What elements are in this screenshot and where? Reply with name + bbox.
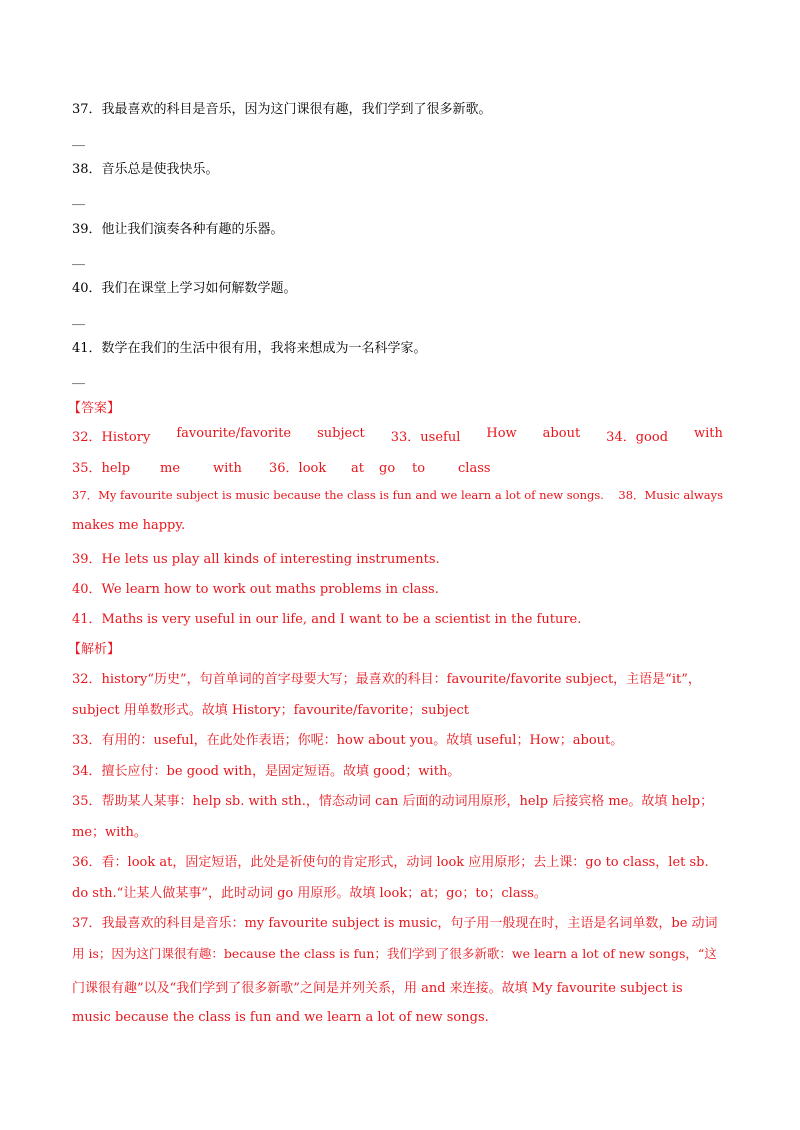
analysis-line: do sth.“让某人做某事”，此时动词 go 用原形。故填 look；at；go；to；class。 bbox=[72, 886, 547, 901]
answer-row-2: 35．help me with 36．look at go to class bbox=[72, 461, 491, 476]
answer-blank-41: __ bbox=[72, 370, 85, 385]
answer-blank-39: __ bbox=[72, 251, 85, 266]
analysis-line: music because the class is fun and we learn a lot of new songs. bbox=[72, 1010, 489, 1025]
answer-blank-38: __ bbox=[72, 191, 85, 206]
analysis-line: 35．帮助某人某事：help sb. with sth.，情态动词 can 后面的动词用原形，help 后接宾格 me。故填 help； bbox=[72, 794, 714, 809]
analysis-line: 34．擅长应付：be good with，是固定短语。故填 good；with。 bbox=[72, 764, 461, 779]
analysis-line: 37．我最喜欢的科目是音乐：my favourite subject is music，句子用一般现在时，主语是名词单数，be 动词 bbox=[72, 916, 718, 931]
answer-41: 41．Maths is very useful in our life, and I want to be a scientist in the future. bbox=[72, 612, 582, 627]
analysis-header: 【解析】 bbox=[68, 642, 121, 657]
analysis-line: 32．history“历史”，句首单词的首字母要大写；最喜欢的科目：favourite/favorite subject，主语是“it”， bbox=[72, 672, 701, 687]
answer-38-continued: makes me happy. bbox=[72, 518, 186, 533]
analysis-line: 33．有用的：useful，在此处作表语；你呢：how about you。故填 useful；How；about。 bbox=[72, 733, 624, 748]
question-37: 37．我最喜欢的科目是音乐，因为这门课很有趣，我们学到了很多新歌。 bbox=[72, 102, 492, 117]
question-39: 39．他让我们演奏各种有趣的乐器。 bbox=[72, 222, 284, 237]
question-40: 40．我们在课堂上学习如何解数学题。 bbox=[72, 281, 297, 296]
answer-40: 40．We learn how to work out maths problems in class. bbox=[72, 582, 439, 597]
analysis-line: me；with。 bbox=[72, 825, 147, 840]
answer-blank-40: __ bbox=[72, 311, 85, 326]
question-41: 41．数学在我们的生活中很有用，我将来想成为一名科学家。 bbox=[72, 341, 427, 356]
question-38: 38．音乐总是使我快乐。 bbox=[72, 162, 219, 177]
analysis-line: 36．看：look at，固定短语，此处是祈使句的肯定形式，动词 look 应用原形；去上课：go to class，let sb. bbox=[72, 855, 709, 870]
answer-row-1: 32．History favourite/favorite subject 33．useful How about 34．good with bbox=[72, 426, 723, 445]
analysis-line: 用 is；因为这门课很有趣：because the class is fun；我们学到了很多新歌：we learn a lot of new songs，“这 bbox=[72, 946, 717, 961]
answer-39: 39．He lets us play all kinds of interesting instruments. bbox=[72, 552, 440, 567]
answer-header: 【答案】 bbox=[68, 401, 121, 416]
answer-37-38: 37．My favourite subject is music because the class is fun and we learn a lot of new songs. 38．Music always bbox=[72, 488, 723, 502]
analysis-line: 门课很有趣”以及“我们学到了很多新歌”之间是并列关系，用 and 来连接。故填 My favourite subject is bbox=[72, 981, 683, 996]
analysis-line: subject 用单数形式。故填 History；favourite/favorite；subject bbox=[72, 703, 470, 718]
answer-blank-37: __ bbox=[72, 132, 85, 147]
